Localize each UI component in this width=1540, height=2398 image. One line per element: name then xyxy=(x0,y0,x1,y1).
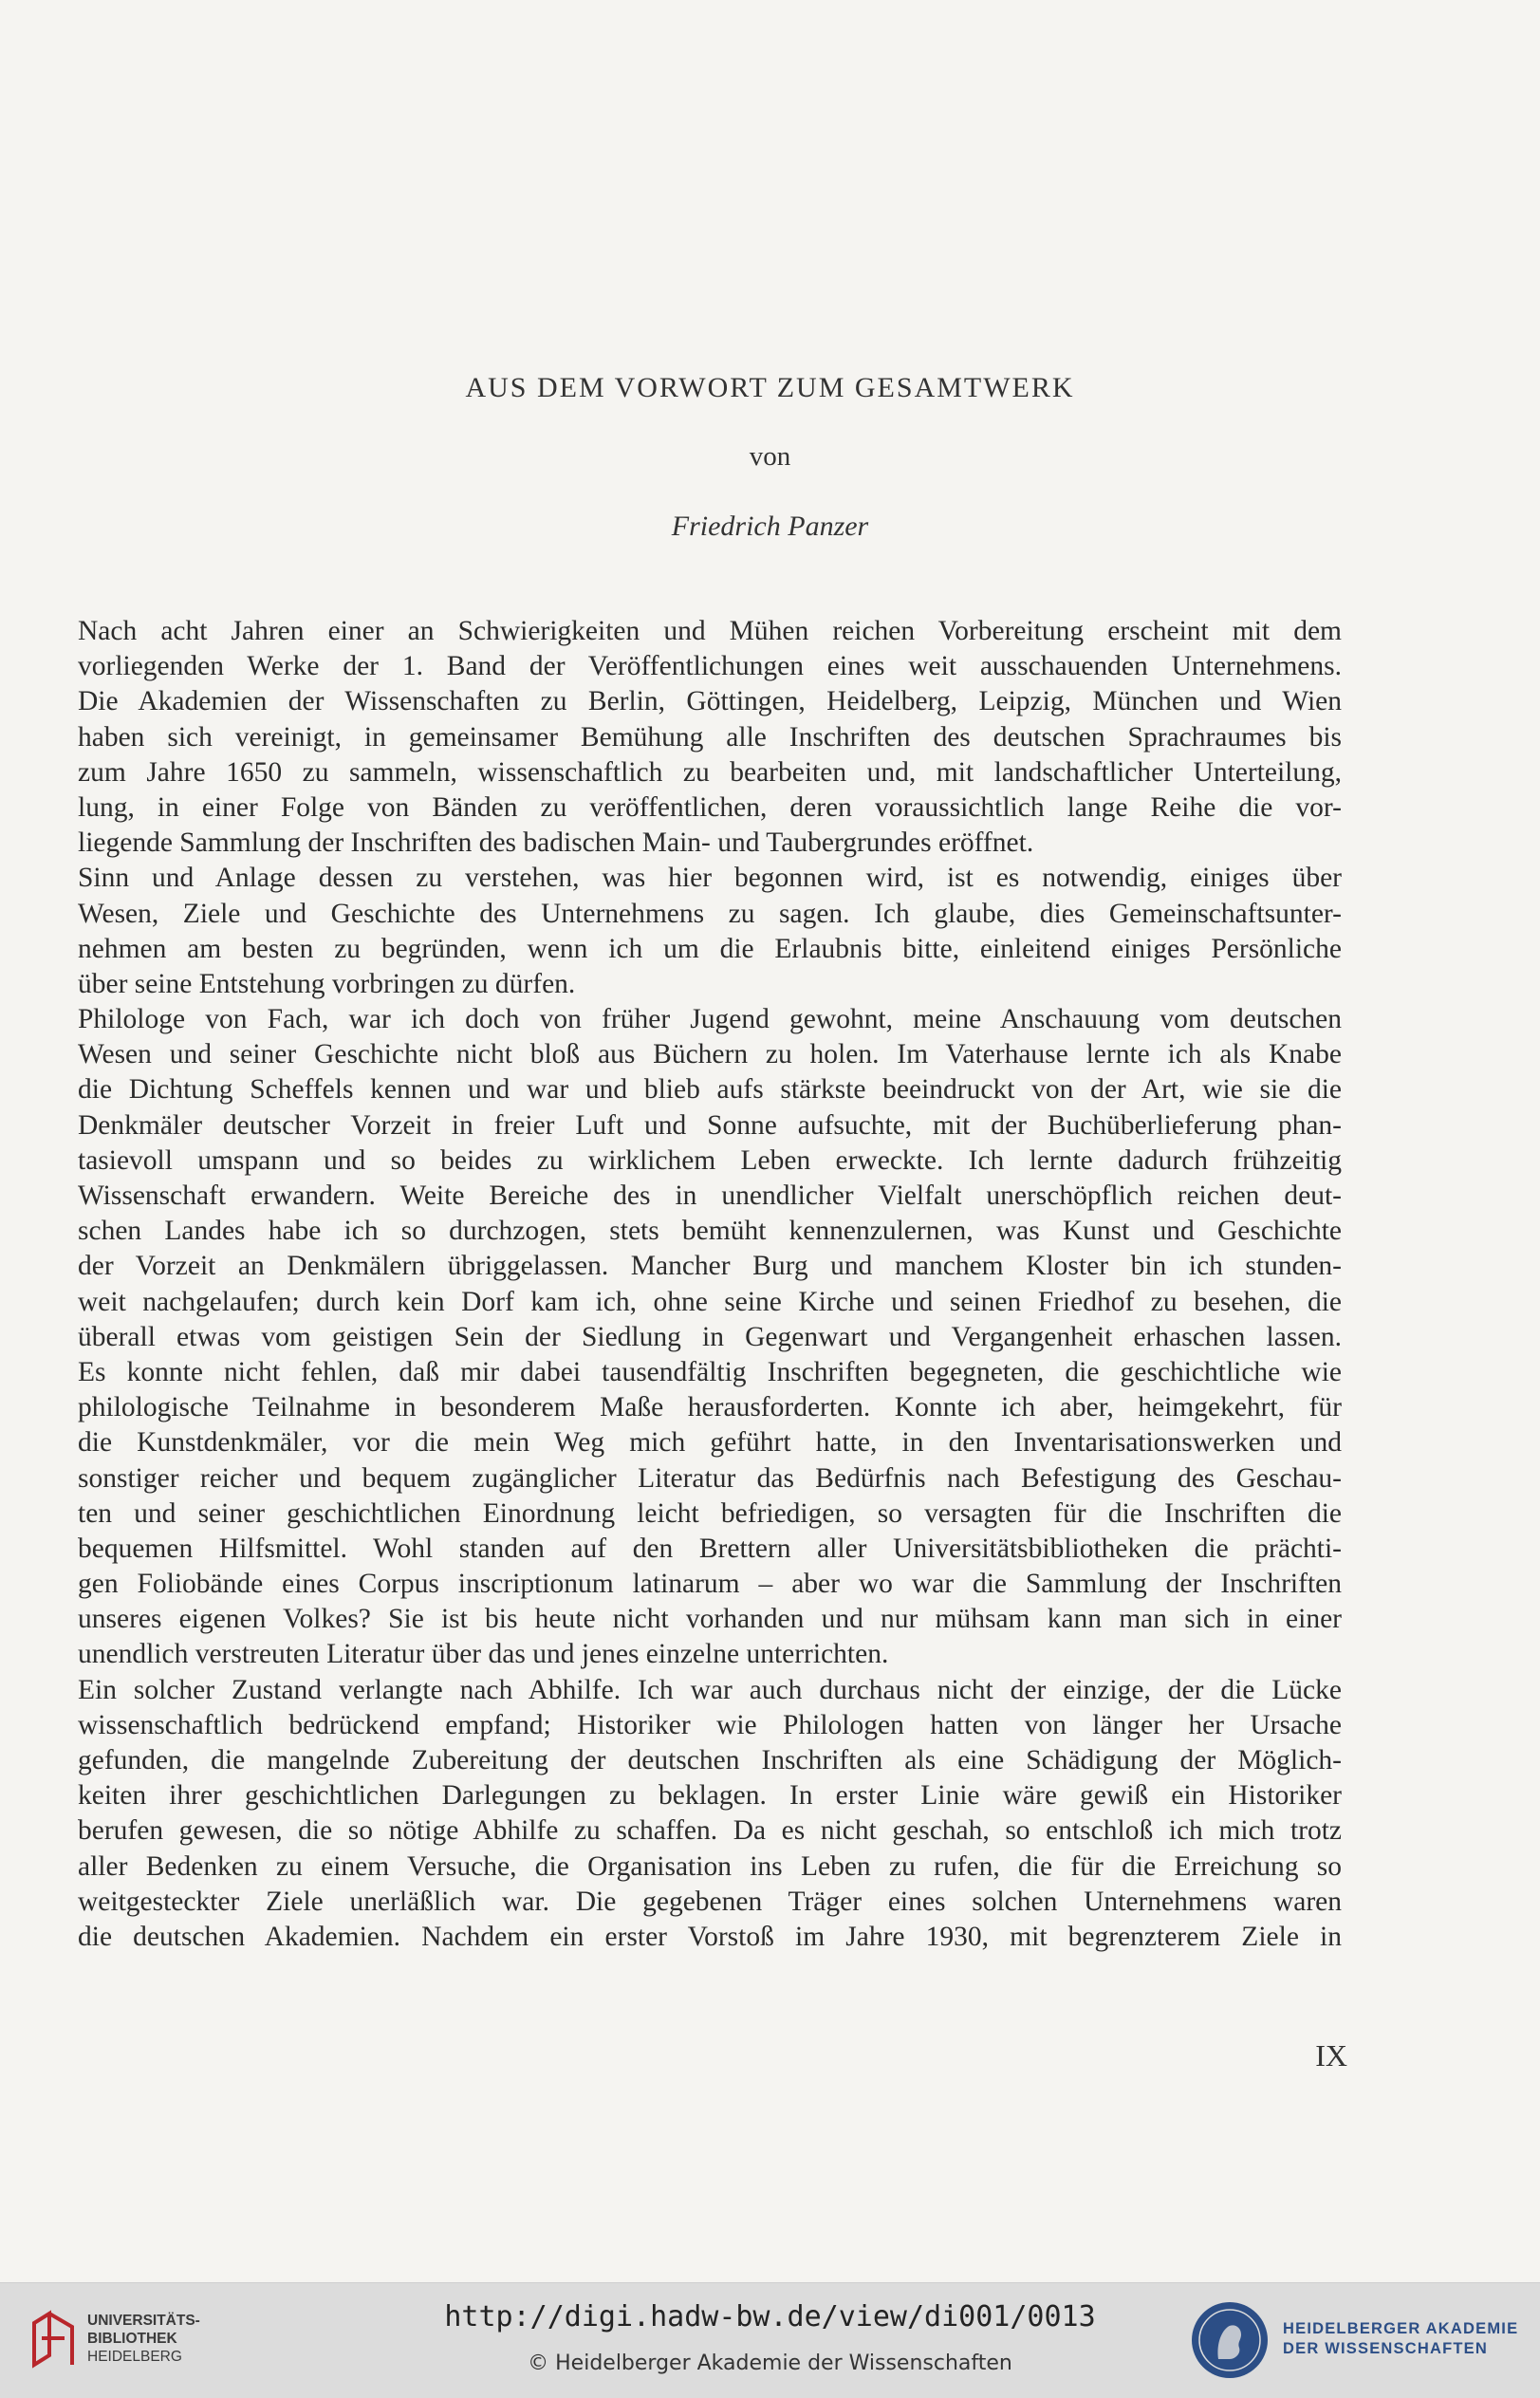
text-line: gefunden, die mangelnde Zubereitung der deutschen Inschriften als eine Schädigung der Möglich- xyxy=(78,1745,1342,1775)
text-line: die Kunstdenkmäler, vor die mein Weg mich geführt hatte, in den Inventarisationswerken und xyxy=(78,1427,1342,1459)
text-line: sonstiger reicher und bequem zugänglicher Literatur das Bedürfnis nach Befestigung des Geschau- xyxy=(78,1462,1342,1494)
text-line: die Dichtung Scheffels kennen und war und blieb aufs stärkste beeindruckt von der Art, wie sie die xyxy=(78,1074,1342,1106)
text-line: aller Bedenken zu einem Versuche, die Organisation ins Leben zu rufen, die für die Erreichung so xyxy=(78,1850,1342,1882)
text-line: Die Akademien der Wissenschaften zu Berlin, Göttingen, Heidelberg, Leipzig, München und Wien xyxy=(78,686,1342,717)
text-line: lung, in einer Folge von Bänden zu veröffentlichen, deren voraussichtlich lange Reihe die vor- xyxy=(78,791,1342,823)
text-line: ten und seiner geschichtlichen Einordnung leicht befriedigen, so versagten für die Inschriften die xyxy=(78,1497,1342,1529)
text-line: unseres eigenen Volkes? Sie ist bis heute nicht vorhanden und nur mühsam kann man sich in einer xyxy=(78,1604,1342,1635)
text-line: wissenschaftlich bedrückend empfand; Historiker wie Philologen hatten von länger her Ursache xyxy=(78,1709,1342,1740)
library-line-3: HEIDELBERG xyxy=(87,2349,182,2365)
document-heading: AUS DEM VORWORT ZUM GESAMTWERK xyxy=(465,372,1075,403)
text-line: keiten ihrer geschichtlichen Darlegungen zu beklagen. In erster Linie wäre gewiß ein Historiker xyxy=(78,1780,1342,1812)
page-number: IX xyxy=(1315,2038,1347,2073)
text-line: nehmen am besten zu begründen, wenn ich um die Erlaubnis bitte, einleitend einiges Persönliche xyxy=(78,933,1342,964)
body-text xyxy=(78,614,1342,1955)
text-line: schen Landes habe ich so durchzogen, stets bemüht kennenzulernen, was Kunst und Geschichte xyxy=(78,1216,1342,1247)
document-url-link[interactable]: http://digi.hadw-bw.de/view/di001/0013 xyxy=(444,2300,1096,2333)
text-line: Sinn und Anlage dessen zu verstehen, was hier begonnen wird, ist es notwendig, einiges über xyxy=(78,863,1342,894)
text-line: Wissenschaft erwandern. Weite Bereiche des in unendlicher Vielfalt unerschöpflich reichen deut- xyxy=(78,1180,1342,1211)
text-line: die deutschen Akademien. Nachdem ein erster Vorstoß im Jahre 1930, mit begrenzterem Ziele in xyxy=(78,1921,1342,1952)
text-line: Es konnte nicht fehlen, daß mir dabei tausendfältig Inschriften begegneten, die geschichtliche wie xyxy=(78,1356,1342,1387)
academy-name xyxy=(1283,2319,1518,2359)
text-line: liegende Sammlung der Inschriften des badischen Main- und Taubergrundes eröffnet. xyxy=(78,827,1034,859)
academy-line-2: DER WISSENSCHAFTEN xyxy=(1283,2340,1488,2357)
text-line: vorliegenden Werke der 1. Band der Veröffentlichungen eines weit ausschauenden Unternehmens. xyxy=(78,651,1342,682)
text-line: weit nachgelaufen; durch kein Dorf kam ich, ohne seine Kirche und seinen Friedhof zu besehen, die xyxy=(78,1286,1342,1317)
text-line: Philologe von Fach, war ich doch von früher Jugend gewohnt, meine Anschauung vom deutschen xyxy=(78,1004,1342,1035)
text-line: überall etwas vom geistigen Sein der Siedlung in Gegenwart und Vergangenheit erhaschen lassen. xyxy=(78,1321,1342,1352)
text-line: Denkmäler deutscher Vorzeit in freier Luft und Sonne aufsuchte, mit der Buchüberlieferung phan- xyxy=(78,1109,1342,1141)
text-line: bequemen Hilfsmittel. Wohl standen auf den Brettern aller Universitätsbibliotheken die prächti- xyxy=(78,1533,1342,1564)
footer-bar xyxy=(0,2282,1540,2398)
library-line-1: UNIVERSITÄTS- xyxy=(87,2313,200,2329)
library-line-2: BIBLIOTHEK xyxy=(87,2331,177,2347)
text-line: Wesen, Ziele und Geschichte des Unternehmens zu sagen. Ich glaube, dies Gemeinschaftsunter- xyxy=(78,898,1342,929)
author-preposition: von xyxy=(749,441,791,472)
text-line: unendlich verstreuten Literatur über das und jenes einzelne unterrichten. xyxy=(78,1639,889,1670)
author-name: Friedrich Panzer xyxy=(671,511,869,542)
text-line: tasievoll umspann und so beides zu wirklichem Leben erweckte. Ich lernte dadurch frühzeitig xyxy=(78,1144,1342,1176)
text-line: gen Foliobände eines Corpus inscriptionum latinarum – aber wo war die Sammlung der Inschriften xyxy=(78,1569,1342,1600)
hadw-seal-icon xyxy=(1190,2300,1270,2380)
text-line: haben sich vereinigt, in gemeinsamer Bemühung alle Inschriften des deutschen Sprachraumes bis xyxy=(78,721,1342,753)
text-line: über seine Entstehung vorbringen zu dürfen. xyxy=(78,968,576,999)
text-line: philologische Teilnahme in besonderem Maße herausforderten. Konnte ich aber, heimgekehrt, für xyxy=(78,1392,1342,1423)
academy-line-1: HEIDELBERGER AKADEMIE xyxy=(1283,2320,1519,2337)
text-line: Wesen und seiner Geschichte nicht bloß aus Büchern zu holen. Im Vaterhause lernte ich als Knabe xyxy=(78,1039,1342,1070)
text-line: Ein solcher Zustand verlangte nach Abhilfe. Ich war auch durchaus nicht der einzige, der die Lücke xyxy=(78,1674,1342,1705)
text-line: zum Jahre 1650 zu sammeln, wissenschaftlich zu bearbeiten und, mit landschaftlicher Unterteilung, xyxy=(78,756,1342,788)
copyright-notice: © Heidelberger Akademie der Wissenschaften xyxy=(528,2352,1012,2375)
text-line: der Vorzeit an Denkmälern übriggelassen. Mancher Burg und manchem Kloster bin ich stunden- xyxy=(78,1251,1342,1282)
text-line: Nach acht Jahren einer an Schwierigkeiten und Mühen reichen Vorbereitung erscheint mit dem xyxy=(78,616,1342,646)
text-line: berufen gewesen, die so nötige Abhilfe zu schaffen. Da es nicht geschah, so entschloß ich mich trotz xyxy=(78,1815,1342,1847)
text-line: weitgesteckter Ziele unerläßlich war. Die gegebenen Träger eines solchen Unternehmens waren xyxy=(78,1886,1342,1917)
